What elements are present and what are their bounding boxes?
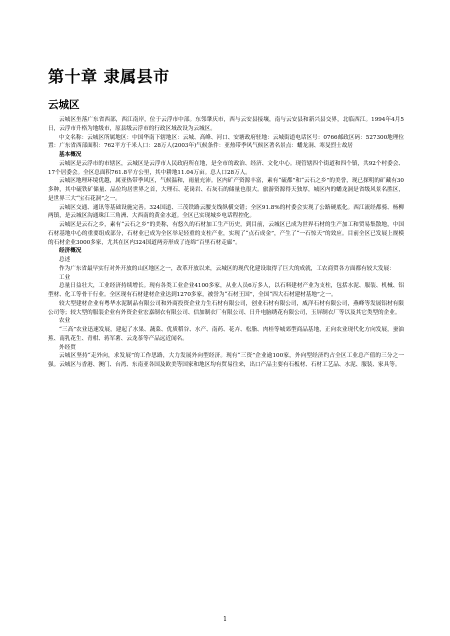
subsection-heading: 基本概况 — [59, 152, 82, 158]
body-text — [48, 116, 404, 370]
topic-label: 总述 — [59, 257, 71, 263]
paragraph: 云城区是云浮市的市辖区，云城区是云浮市人民政府所在地，是全市的政治、经济、文化中心。现管辖四个街道和四个镇，共92个村委会、17个居委会。全区总面积761.8平方公里，其中耕地11.04万亩。总人口28万人。 — [48, 160, 404, 176]
paragraph: 作为广东省最早实行对外开放的山区地区之一，改革开放以来，云城区的现代化建设取得了巨大的成就，工农商贸各方面都有较大发展： — [59, 265, 395, 272]
paragraph: 云城区是云石之乡，素有“云石之乡”的美称，有悠久的石材加工生产历史，到目前，云城区已成为世界石材的生产加工和贸易集散地，中国石材基地中心的重要组成部分，石材业已成为全区举足轻重的支柱产业，实现了“点石成金”，产生了“一石惊天”的效应。目前全区已发展上规模的石材企业3000多家，尤其在区内324国道两旁形成了连绵“百里石材走廊”。 — [48, 222, 404, 246]
paragraph: “三高”农业迅速发展，建起了水果、蔬菜、优质稻谷、水产、南药、花卉、松脂、肉桂等城郊型商品基地，正向农业现代化方向发展，蚕油蕉、南乳花生、青柑、蒋军薯、云龙茶等产品远近闻名。 — [48, 327, 404, 342]
topic-label: 农业 — [59, 318, 71, 325]
paragraph: 云城区交通、通讯等基础设施完善。324国道、三茂铁路云腰支线纵横交错；全区91.8%的村委会实现了公路硬底化。西江流经都骑、杨柳两镇，是云城区沟通珠江三角洲、大西南的黄金水道。全区已实现城乡电话程控化。 — [48, 204, 404, 220]
page-number: 1 — [223, 616, 227, 623]
paragraph: 较大型建材企业有粤华水泥制品有限公司和外商投资企业力生石材有限公司，创业石材有限公司，威洋石材有限公司，燕峰等发展铝材有限公司等；较大型的服装企业有外资企业宏嘉制衣有限公司、信加制衣厂有限公司、日升电脑绣花有限公司，玉屏制衣厂等以及其它类型的企业。 — [48, 300, 404, 316]
topic-label: 外经贸 — [59, 344, 76, 351]
section-title: 云城区 — [48, 99, 80, 111]
subsection-heading: 经济概况 — [59, 248, 82, 255]
paragraph: 云城区地理环境优越，属亚热带季风区，气候温和，雨量充沛。区内矿产资源丰富，素有“硫都”和“云石之乡”的美誉，现已探明的矿藏有30多种，其中硫铁矿储量、品位均居世界之首，大理石、花岗岩、石灰石的储量也很大。旅游资源得天独厚，城区内的蟠龙洞是省级风景名胜区，是世界三大“宝石花洞”之一。 — [48, 178, 404, 202]
paragraph: 中文名称：云城区所属地区：中国华南下辖地区：云城、高峰、河口、安塘政府驻地：云城街道电话区号：0766邮政区码：527300地理位置：广东省西部面积：762平方千米人口：28万人(2003年)气候条件：亚热带季风气候区著名景点：蟠龙洞、寒旻烈士故居 — [48, 134, 404, 150]
paragraph: 云城区坚持“走外向，求发展”的工作思路，大力发展外向型经济。现有“三资”企业逾100家，外向型经济约占全区工业总产值的三分之一强。云城区与香港、澳门、台湾、东南亚各国及欧美等国家和地区均有贸易往来，出口产品主要有石板材、石材工艺品、水泥、服装、家具等。 — [48, 353, 404, 368]
chapter-title: 第十章 隶属县市 — [48, 67, 170, 86]
paragraph: 云城区坐落广东省西部，西江南岸，位于云浮市中部。东邻肇庆市，西与云安县接壤，南与云安县和新兴县交界，北临西江。1994年4月5日，云浮市升格为地级市，原县级云浮市的行政区域改设为云城区。 — [48, 117, 404, 132]
topic-label: 工业 — [59, 274, 71, 281]
paragraph: 总量日益壮大，工业经济持续增长。现有各类工业企业4100多家，从业人员6万多人，以石料建材产业为支柱，包括水泥、服装、机械、铝型材、化工等骨干行业。全区现有石材建材企业达到1270多家，被誉为“石材王国”，全国“四大石材建材基地”之一。 — [48, 283, 404, 298]
